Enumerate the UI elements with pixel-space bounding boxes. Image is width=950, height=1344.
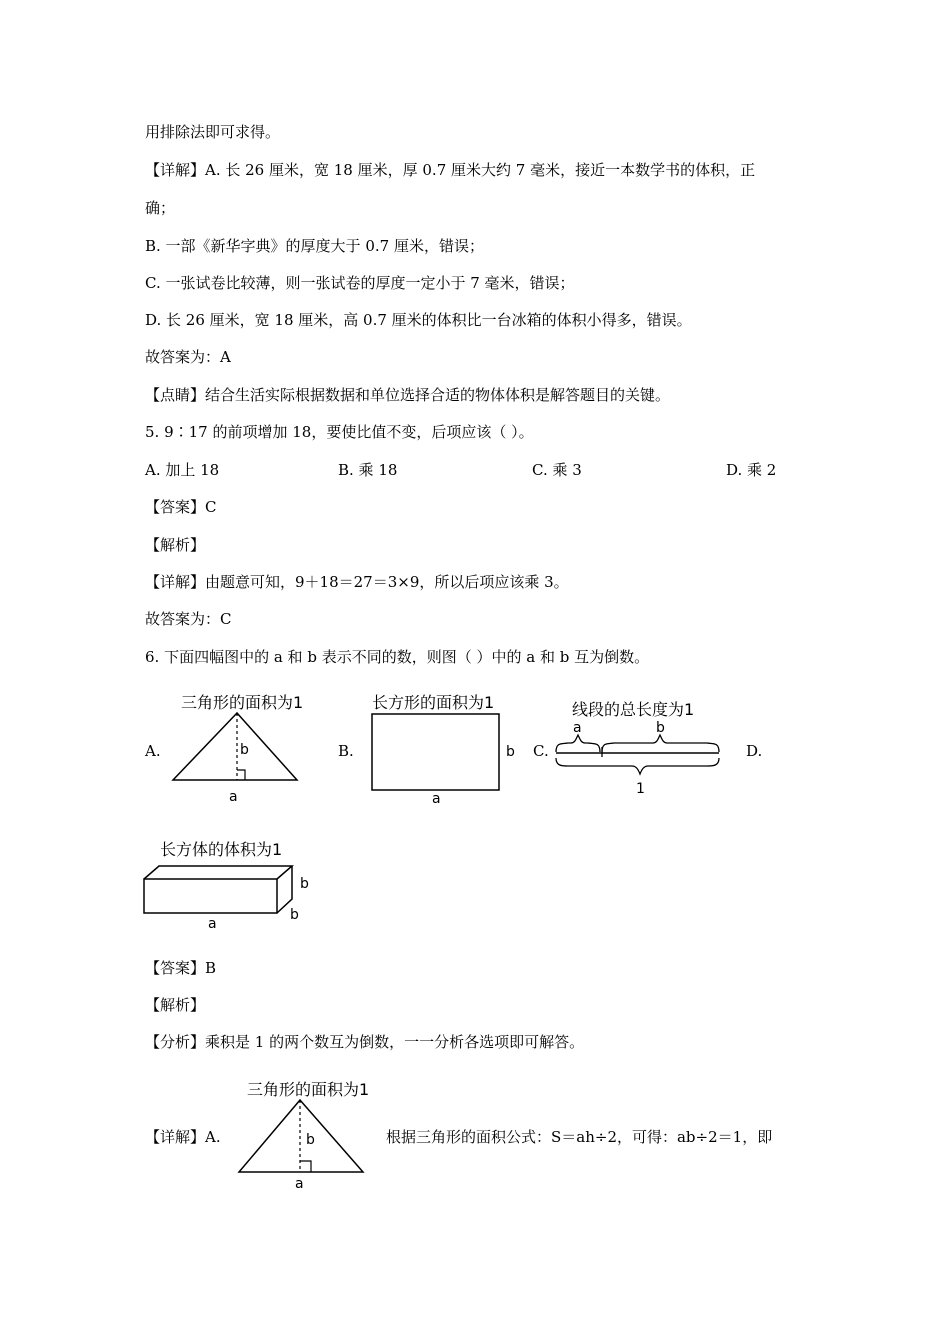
triangle-figure xyxy=(165,685,310,810)
q6-option-c: C. xyxy=(533,742,549,760)
segment-figure xyxy=(552,695,727,800)
text-line: 【分析】乘积是 1 的两个数互为倒数，一一分析各选项即可解答。 xyxy=(145,1033,585,1051)
analysis-label: 【解析】 xyxy=(145,996,206,1014)
q6-option-b: B. xyxy=(338,742,354,760)
text-line: 根据三角形的面积公式：S＝ah÷2，可得：ab÷2＝1，即 xyxy=(386,1128,773,1146)
q6-option-d: D. xyxy=(746,742,763,760)
detail-label: 【详解】A. xyxy=(145,1128,221,1146)
cuboid-figure xyxy=(140,835,315,935)
rectangle-caption: 长方形的面积为1 xyxy=(372,693,495,712)
triangle-height-label: b xyxy=(240,742,249,758)
text-line: 用排除法即可求得。 xyxy=(145,123,281,141)
text-line: 【点睛】结合生活实际根据数据和单位选择合适的物体体积是解答题目的关键。 xyxy=(145,386,671,404)
text-line: 故答案为：C xyxy=(145,610,232,628)
right-angle-mark xyxy=(237,770,245,780)
q5-option-c: C. 乘 3 xyxy=(532,461,582,479)
question-5: 5. 9∶17 的前项增加 18，要使比值不变，后项应该（ ）。 xyxy=(145,423,534,441)
analysis-label: 【解析】 xyxy=(145,536,206,554)
q5-option-d: D. 乘 2 xyxy=(726,461,777,479)
rectangle-shape xyxy=(372,714,499,790)
q6-option-a: A. xyxy=(145,742,161,760)
triangle-shape xyxy=(173,713,297,780)
cuboid-top-face xyxy=(144,866,292,879)
segment-b-label: b xyxy=(656,720,665,736)
answer-label: 【答案】B xyxy=(145,959,217,977)
text-line: 确； xyxy=(145,199,176,217)
cuboid-height-label: b xyxy=(300,876,309,892)
triangle2-caption: 三角形的面积为1 xyxy=(247,1080,370,1099)
segment-caption: 线段的总长度为1 xyxy=(572,700,695,719)
cuboid-caption: 长方体的体积为1 xyxy=(160,840,283,859)
brace-a xyxy=(556,735,600,752)
triangle-caption: 三角形的面积为1 xyxy=(181,693,304,712)
text-line: B. 一部《新华字典》的厚度大于 0.7 厘米，错误； xyxy=(145,237,484,255)
right-angle-mark-2 xyxy=(300,1161,311,1172)
brace-b xyxy=(602,735,719,752)
segment-total-label: 1 xyxy=(636,781,645,797)
text-line: 故答案为：A xyxy=(145,348,231,366)
q5-option-a: A. 加上 18 xyxy=(145,461,220,479)
cuboid-front-face xyxy=(144,879,277,913)
triangle-figure-2 xyxy=(235,1072,380,1197)
triangle-base-label: a xyxy=(229,789,238,805)
segment-a-label: a xyxy=(573,720,582,736)
triangle2-base-label: a xyxy=(295,1176,304,1192)
brace-total xyxy=(556,758,719,774)
rectangle-figure xyxy=(360,685,520,810)
answer-label: 【答案】C xyxy=(145,498,217,516)
text-line: 【详解】由题意可知，9＋18＝27＝3×9，所以后项应该乘 3。 xyxy=(145,573,569,591)
q5-option-b: B. 乘 18 xyxy=(338,461,398,479)
rectangle-width-label: a xyxy=(432,791,441,807)
rectangle-height-label: b xyxy=(506,744,515,760)
question-6: 6. 下面四幅图中的 a 和 b 表示不同的数，则图（ ）中的 a 和 b 互为倒数。 xyxy=(145,648,650,666)
cuboid-length-label: a xyxy=(208,916,217,932)
text-line: 【详解】A. 长 26 厘米，宽 18 厘米，厚 0.7 厘米大约 7 毫米，接近一本数学书的体积，正 xyxy=(145,161,756,179)
text-line: D. 长 26 厘米，宽 18 厘米，高 0.7 厘米的体积比一台冰箱的体积小得多，错误。 xyxy=(145,311,692,329)
triangle2-height-label: b xyxy=(306,1132,315,1148)
text-line: C. 一张试卷比较薄，则一张试卷的厚度一定小于 7 毫米，错误； xyxy=(145,274,575,292)
cuboid-depth-label: b xyxy=(290,907,299,923)
